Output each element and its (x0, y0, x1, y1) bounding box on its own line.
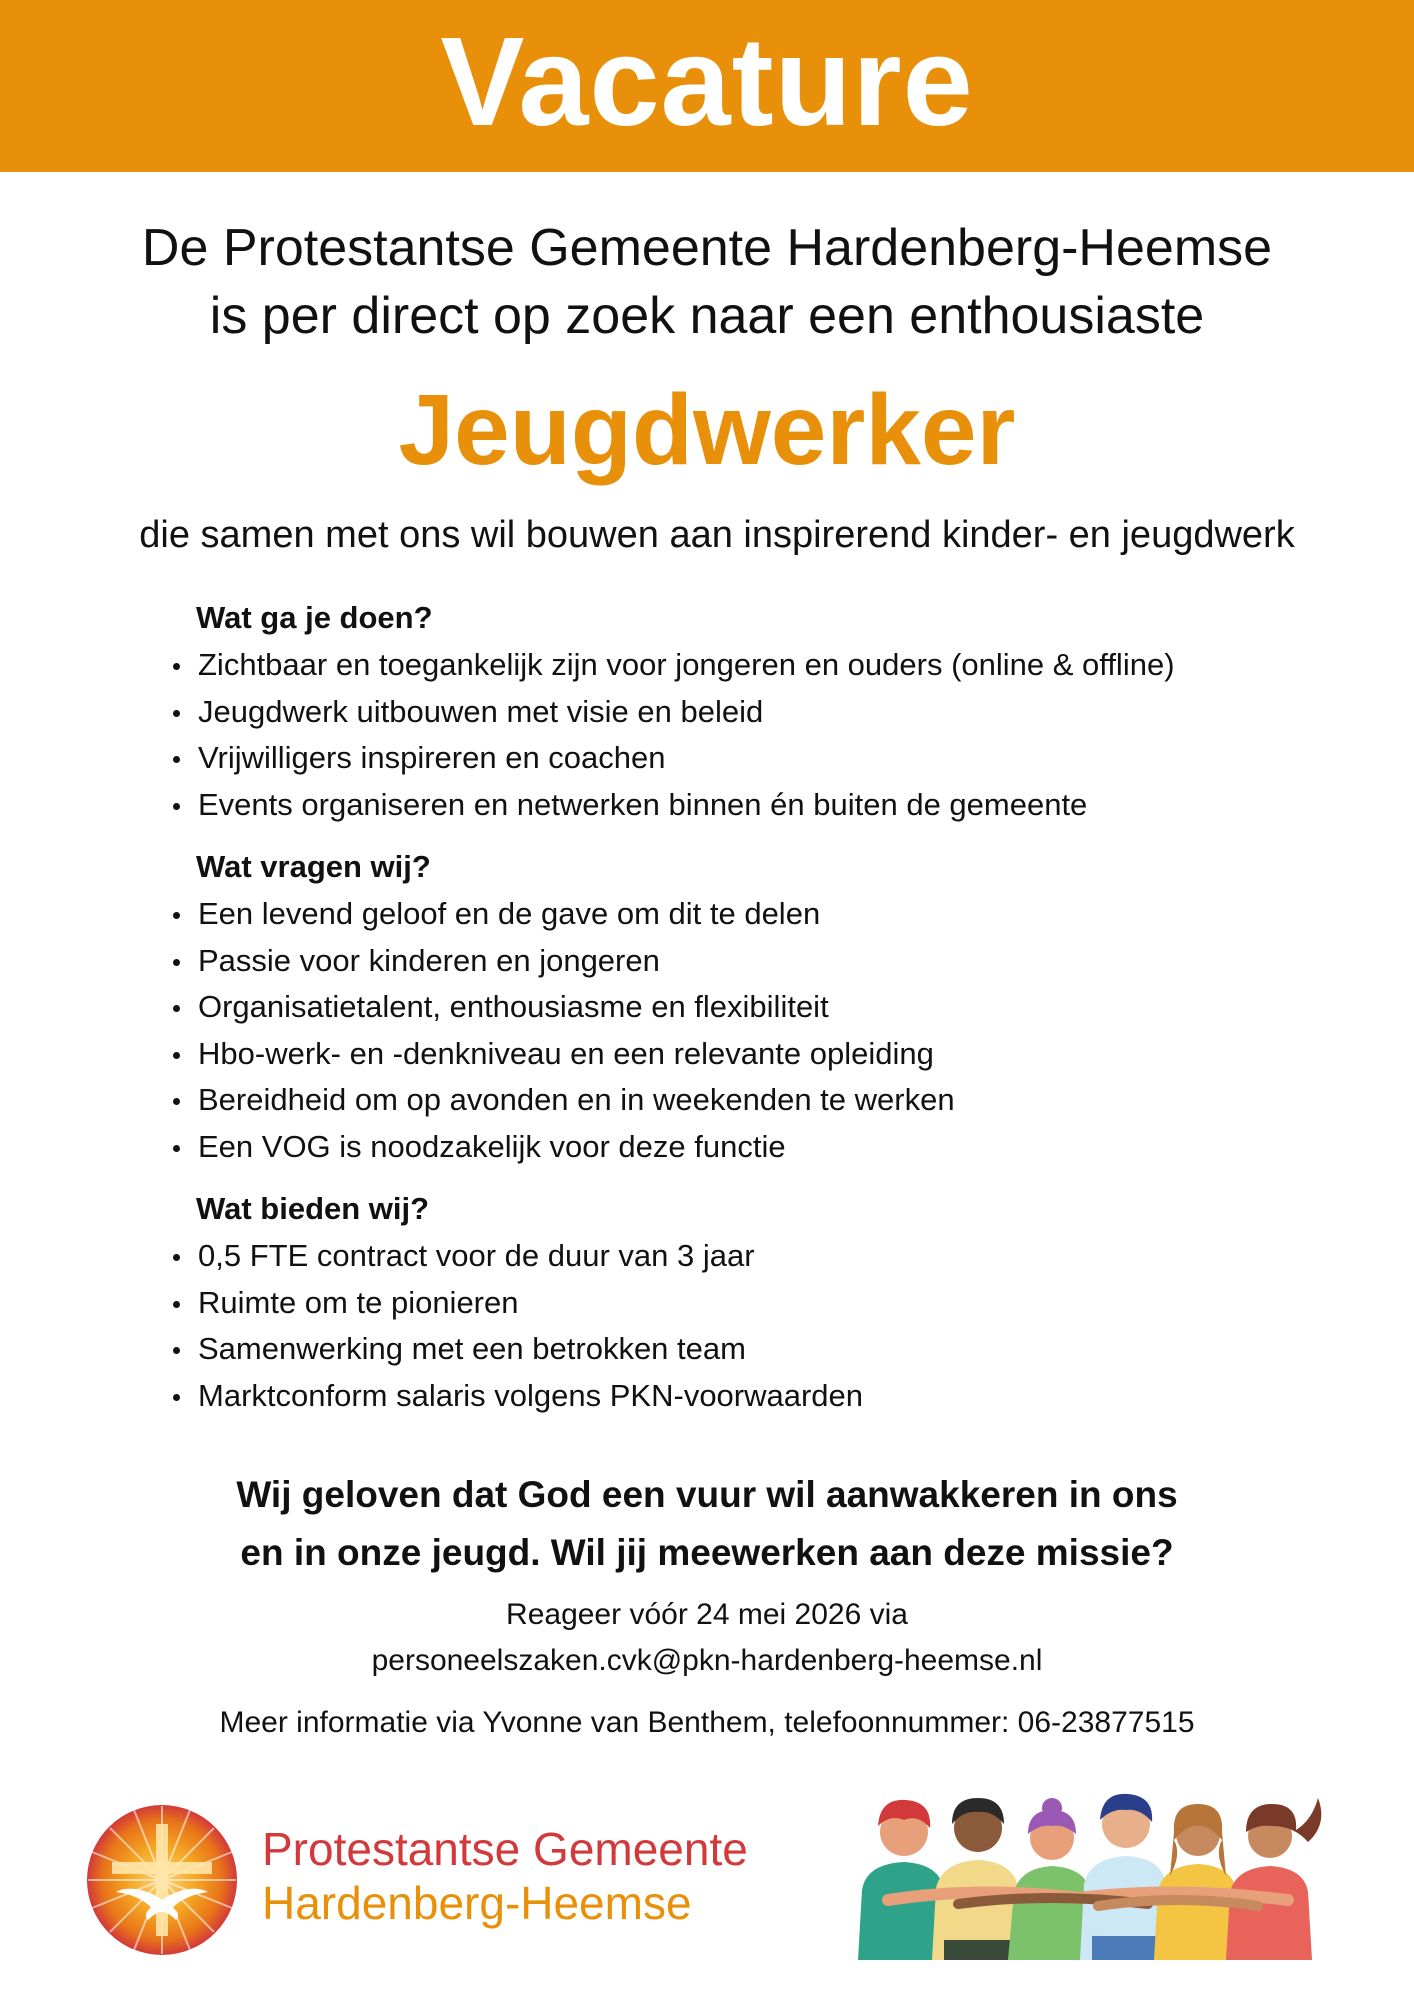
list-item: Vrijwilligers inspireren en coachen (168, 735, 1308, 782)
task-list (168, 642, 1308, 828)
logo-text (262, 1822, 748, 1930)
list-item: Bereidheid om op avonden en in weekenden te werken (168, 1077, 1308, 1124)
intro-line-1: De Protestantse Gemeente Hardenberg-Heemse (141, 219, 1273, 277)
header-banner (0, 0, 1414, 172)
contact-email-link[interactable]: personeelszaken.cvk@pkn-hardenberg-heemse.nl (371, 1644, 1043, 1677)
section-requirements (168, 847, 1308, 1170)
mission-statement (0, 1466, 1414, 1582)
more-info: Meer informatie via Yvonne van Benthem, telefoonnummer: 06-23877515 (219, 1706, 1195, 1739)
intro-text (0, 214, 1414, 350)
section-heading: Wat ga je doen? (196, 600, 433, 635)
list-item: Een levend geloof en de gave om dit te delen (168, 891, 1308, 938)
list-item: Ruimte om te pionieren (168, 1280, 1308, 1327)
mission-line-2: en in onze jeugd. Wil jij meewerken aan deze missie? (240, 1532, 1174, 1573)
list-item: Events organiseren en netwerken binnen én buiten de gemeente (168, 782, 1308, 829)
list-item: Passie voor kinderen en jongeren (168, 938, 1308, 985)
mission-line-1: Wij geloven dat God een vuur wil aanwakkeren in ons (236, 1474, 1178, 1515)
list-item: Organisatietalent, enthousiasme en flexibiliteit (168, 984, 1308, 1031)
respond-deadline: Reageer vóór 24 mei 2026 via (506, 1598, 908, 1631)
dove-sun-emblem-icon (86, 1804, 238, 1956)
list-item: Zichtbaar en toegankelijk zijn voor jongeren en ouders (online & offline) (168, 642, 1308, 689)
respond-block (0, 1592, 1414, 1684)
section-heading: Wat vragen wij? (196, 849, 431, 884)
list-item: Jeugdwerk uitbouwen met visie en beleid (168, 689, 1308, 736)
list-item: Hbo-werk- en -denkniveau en een relevante opleiding (168, 1031, 1308, 1078)
list-item: 0,5 FTE contract voor de duur van 3 jaar (168, 1233, 1308, 1280)
requirement-list (168, 891, 1308, 1170)
role-title: Jeugdwerker (398, 374, 1016, 486)
list-item: Samenwerking met een betrokken team (168, 1326, 1308, 1373)
group-of-young-people-icon (848, 1780, 1334, 1960)
section-tasks (168, 598, 1308, 828)
offer-list (168, 1233, 1308, 1419)
subtitle: die samen met ons wil bouwen aan inspirerend kinder- en jeugdwerk (139, 514, 1295, 556)
section-heading: Wat bieden wij? (196, 1191, 430, 1226)
intro-line-2: is per direct op zoek naar een enthousiaste (209, 287, 1205, 345)
logo-line-2: Hardenberg-Heemse (262, 1877, 692, 1929)
section-offer (168, 1189, 1308, 1419)
page-title: Vacature (440, 11, 974, 152)
list-item: Marktconform salaris volgens PKN-voorwaarden (168, 1373, 1308, 1420)
list-item: Een VOG is noodzakelijk voor deze functie (168, 1124, 1308, 1171)
logo-line-1: Protestantse Gemeente (262, 1823, 748, 1875)
